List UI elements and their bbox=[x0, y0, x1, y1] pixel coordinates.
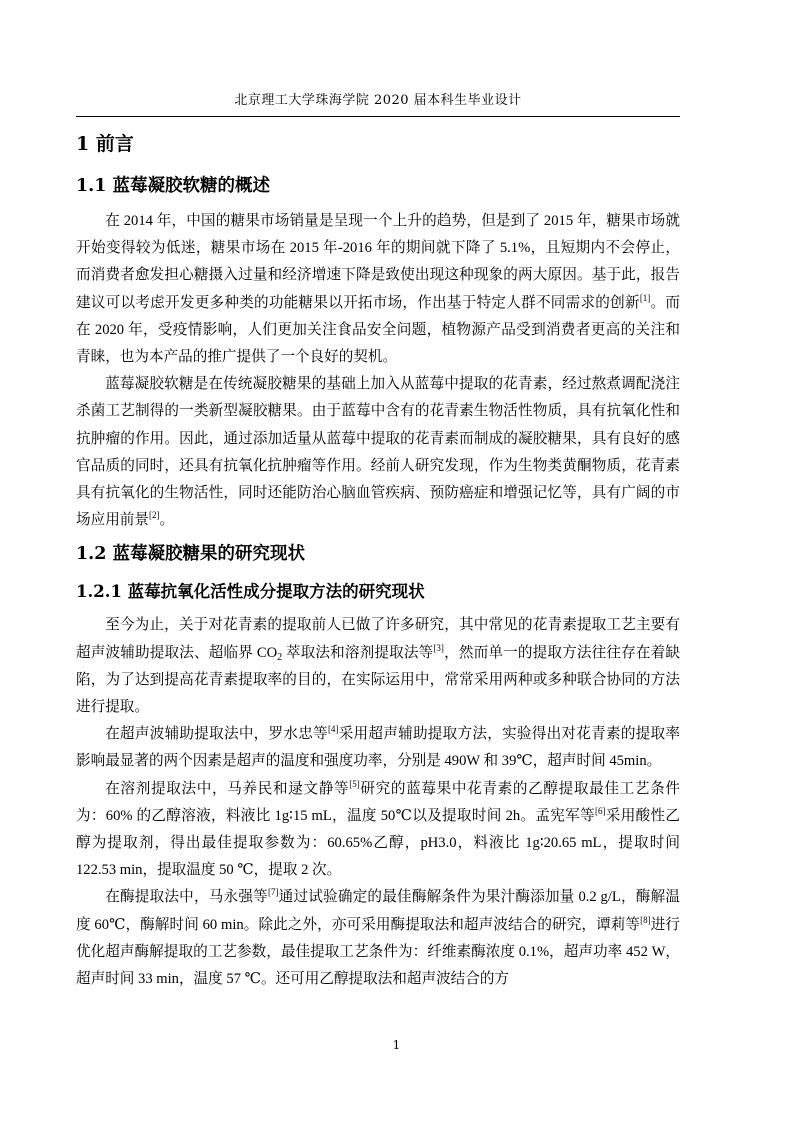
paragraph-6 bbox=[76, 884, 680, 993]
paragraph-text: 研究的蓝莓果中花青素的乙醇提取最佳工艺条件为：60% 的乙醇溶液，料液比 1g∶15 mL，温度 50℃以及提取时间 2h。孟宪军等 bbox=[76, 780, 680, 824]
paragraph-3 bbox=[76, 612, 680, 721]
page-header: 北京理工大学珠海学院 2020 届本科生毕业设计 bbox=[234, 93, 522, 108]
section-title-1-2: 1.2 蓝莓凝胶糖果的研究现状 bbox=[76, 544, 306, 565]
paragraph-text: 进行优化超声酶解提取的工艺参数，最佳提取工艺条件为：纤维素酶浓度 0.1%，超声功率 452 W，超声时间 33 min，温度 57 ℃。还可用乙醇提取法和超声波结合的方 bbox=[76, 916, 680, 988]
subscript: 2 bbox=[277, 651, 283, 663]
paragraph-1 bbox=[76, 208, 680, 371]
citation: [4] bbox=[327, 724, 339, 735]
paragraph-text: 通过试验确定的最佳酶解条件为果汁酶添加量 0.2 g/L，酶解温度 60℃，酶解时间 60 min。除此之外，亦可采用酶提取法和超声波结合的研究，谭莉等 bbox=[76, 889, 680, 933]
paragraph-text: 蓝莓凝胶软糖是在传统凝胶糖果的基础上加入从蓝莓中提取的花青素，经过熬煮调配浇注杀菌工艺制得的一类新型凝胶糖果。由于蓝莓中含有的花青素生物活性物质，具有抗氧化性和抗肿瘤的作用。因此，通过添加适量从蓝莓中提取的花青素而制成的凝胶糖果，具有良好的感官品质的同时，还具有抗氧化抗肿瘤等作用。经前人研究发现，作为生物类黄酮物质，花青素具有抗氧化的生物活性，同时还能防治心脑血管疾病、预防癌症和增强记忆等，具有广阔的市场应用前景 bbox=[76, 376, 680, 529]
section-title-1-1: 1.1 蓝莓凝胶软糖的概述 bbox=[76, 176, 271, 196]
paragraph-text: 采用超声辅助提取方法，实验得出对花青素的提取率影响最显著的两个因素是超声的温度和强度功率，分别是 490W 和 39℃，超声时间 45min。 bbox=[76, 726, 680, 770]
paragraph-4 bbox=[76, 721, 680, 775]
paragraph-5 bbox=[76, 776, 680, 885]
citation: [8] bbox=[640, 914, 651, 925]
citation: [2] bbox=[148, 510, 160, 521]
citation: [6] bbox=[594, 805, 606, 816]
citation: [3] bbox=[433, 642, 444, 653]
paragraph-text: 至今为止，关于对花青素的提取前人已做了许多研究，其中常见的花青素提取工艺主要有超声波辅助提取法、超临界 CO bbox=[76, 617, 680, 661]
paragraph-text: 萃取法和溶剂提取法等 bbox=[282, 644, 434, 661]
page-number: 1 bbox=[392, 1038, 401, 1052]
paragraph-2 bbox=[76, 371, 680, 534]
paragraph-text: 在溶剂提取法中，马养民和逯文静等 bbox=[105, 780, 350, 797]
header-divider bbox=[76, 116, 680, 117]
page-body bbox=[76, 128, 680, 993]
paragraph-text: 在 2014 年，中国的糖果市场销量是呈现一个上升的趋势，但是到了 2015 年，糖果市场就开始变得较为低迷，糖果市场在 2015 年-2016 年的期间就下降了 5.1%，且短期内不会停止，而消费者愈发担心糖摄入过量和经济增速下降是致使出现这种现象的两大原因。基于此，报告建议可以考虑开发更多种类的功能糖果以开拓市场，作出基于特定人群不同需求的创新 bbox=[76, 213, 680, 311]
paragraph-text: 在超声波辅助提取法中，罗水忠等 bbox=[105, 726, 328, 743]
citation: [7] bbox=[267, 887, 279, 898]
citation: [1] bbox=[639, 292, 651, 303]
citation: [5] bbox=[349, 778, 360, 789]
paragraph-text: 。而在 2020 年，受疫情影响，人们更加关注食品安全问题，植物源产品受到消费者更高的关注和青睐，也为本产品的推广提供了一个良好的契机。 bbox=[76, 294, 680, 366]
paragraph-text: 在酶提取法中，马永强等 bbox=[105, 889, 268, 906]
paragraph-text: 采用酸性乙醇为提取剂，得出最佳提取参数为：60.65%乙醇，pH3.0，料液比 1g∶20.65 mL，提取时间 122.53 min，提取温度 50 ℃，提取 2 次。 bbox=[76, 807, 680, 879]
paragraph-text: ，然而单一的提取方法往往存在着缺陷，为了达到提高花青素提取率的目的，在实际运用中，常常采用两种或多种联合协同的方法进行提取。 bbox=[76, 644, 680, 716]
paragraph-text: 。 bbox=[159, 512, 175, 529]
section-title-1-2-1: 1.2.1 蓝莓抗氧化活性成分提取方法的研究现状 bbox=[76, 582, 425, 602]
chapter-title: 1 前言 bbox=[76, 133, 134, 155]
